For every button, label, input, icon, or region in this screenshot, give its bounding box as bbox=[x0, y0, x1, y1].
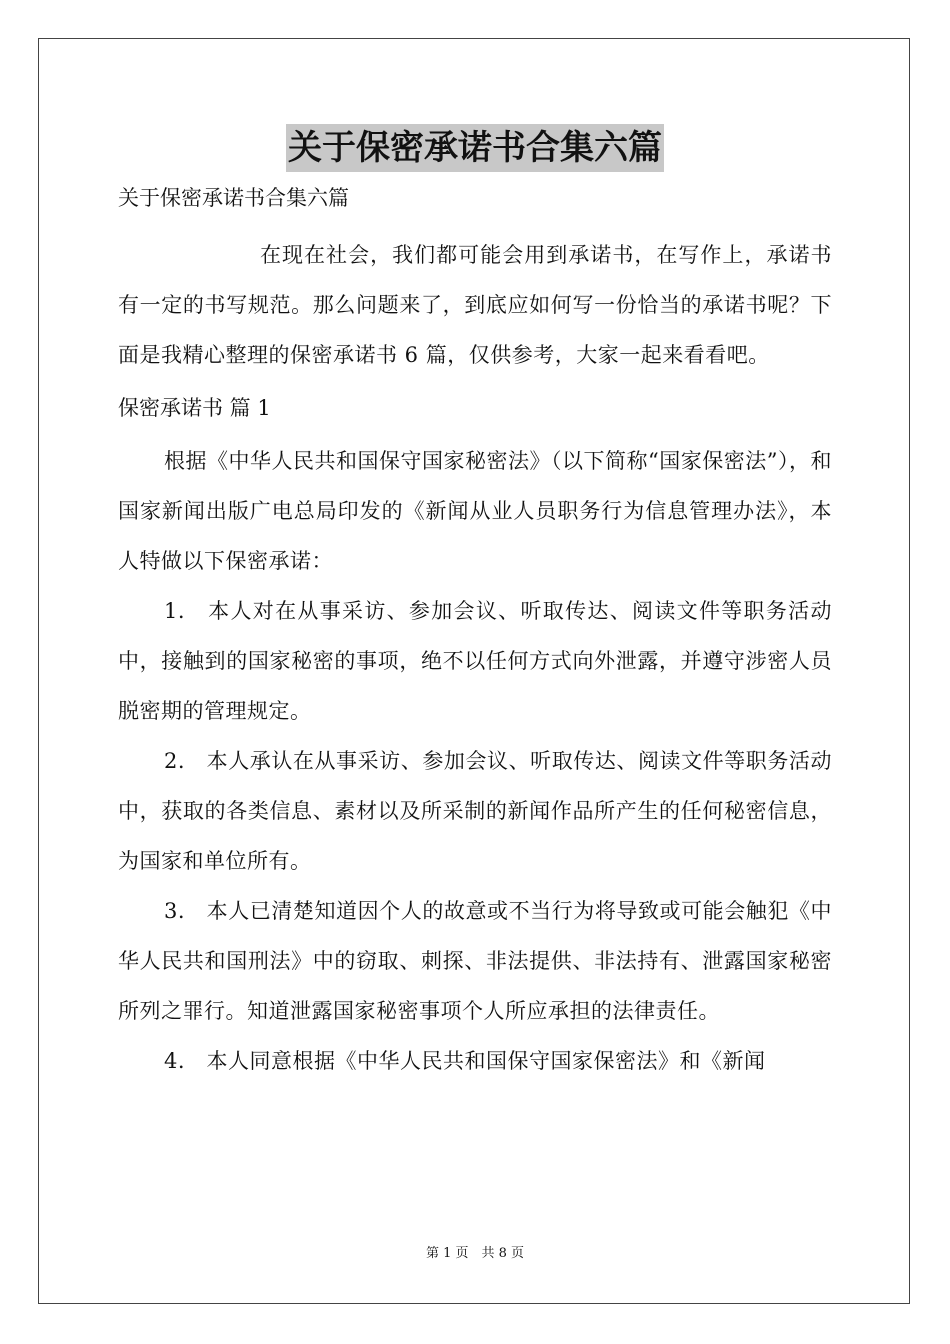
body-paragraph: 根据《中华人民共和国保守国家秘密法》（以下简称“国家保密法”），和国家新闻出版广电总局印发的《新闻从业人员职务行为信息管理办法》，本人特做以下保密承诺： bbox=[118, 449, 832, 573]
page-footer: 第 1 页 共 8 页 bbox=[425, 1246, 525, 1261]
document-title: 关于保密承诺书合集六篇 bbox=[286, 124, 664, 172]
intro-paragraph: 在现在社会，我们都可能会用到承诺书，在写作上，承诺书有一定的书写规范。那么问题来了，到底应如何写一份恰当的承诺书呢？下面是我精心整理的保密承诺书 6 篇，仅供参考，大家一起来看看吧。 bbox=[118, 243, 832, 367]
document-subtitle: 关于保密承诺书合集六篇 bbox=[118, 186, 349, 210]
clause-2: 2. 本人承认在从事采访、参加会议、听取传达、阅读文件等职务活动中，获取的各类信息、素材以及所采制的新闻作品所产生的任何秘密信息，为国家和单位所有。 bbox=[118, 749, 832, 873]
section-heading: 保密承诺书 篇 1 bbox=[118, 396, 271, 420]
clause-1: 1. 本人对在从事采访、参加会议、听取传达、阅读文件等职务活动中，接触到的国家秘密的事项，绝不以任何方式向外泄露，并遵守涉密人员脱密期的管理规定。 bbox=[118, 599, 832, 723]
document-body bbox=[118, 178, 832, 1086]
clause-4: 4. 本人同意根据《中华人民共和国保守国家保密法》和《新闻 bbox=[164, 1049, 766, 1073]
title-wrap bbox=[0, 124, 950, 172]
clause-3: 3. 本人已清楚知道因个人的故意或不当行为将导致或可能会触犯《中华人民共和国刑法》中的窃取、刺探、非法提供、非法持有、泄露国家秘密所列之罪行。知道泄露国家秘密事项个人所应承担的法律责任。 bbox=[118, 899, 832, 1023]
